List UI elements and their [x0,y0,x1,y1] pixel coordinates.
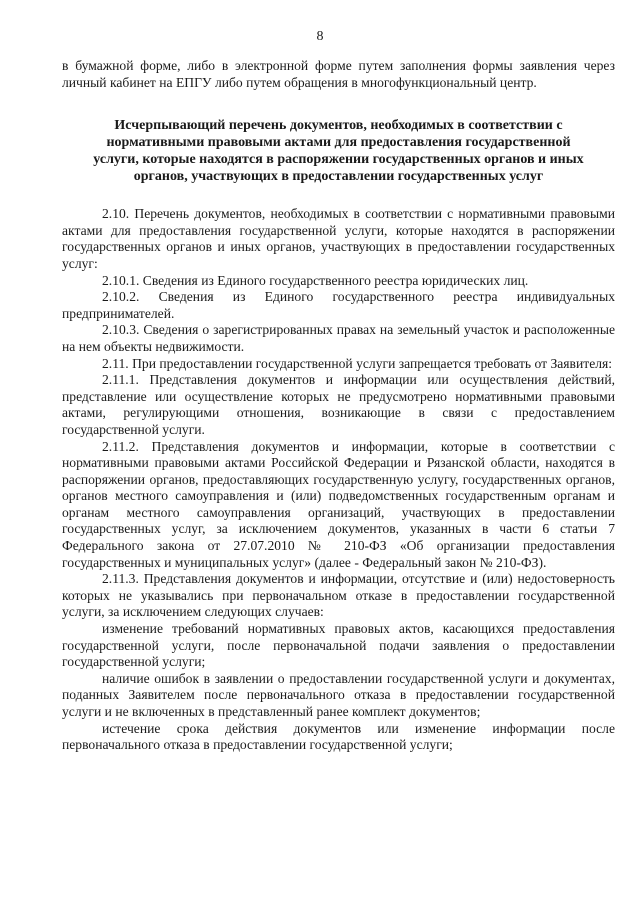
document-body [62,58,615,754]
paragraph-2-11-1: 2.11.1. Представления документов и информации или осуществления действий, представление или осуществление которых не предусмотрено нормативными правовыми актами, регулирующими отношения, возникающие в связи с предоставлением государственной услуги. [62,372,615,437]
paragraph-2-11-2: 2.11.2. Представления документов и информации, которые в соответствии с нормативными правовыми актами Российской Федерации и Рязанской области, находятся в распоряжении органов, предоставляющих государственную услугу, государственных органов, органов местного самоуправления и (или) подведомственных государственным органам и органам местного самоуправления организаций, участвующих в предоставлении государственных услуг, за исключением документов, указанных в части 6 статьи 7 Федерального закона от 27.07.2010 № 210-ФЗ «Об организации предоставления государственных и муниципальных услуг» (далее - Федеральный закон № 210-ФЗ). [62,438,615,570]
intro-paragraph: в бумажной форме, либо в электронной форме путем заполнения формы заявления через личный кабинет на ЕПГУ либо путем обращения в многофункциональный центр. [62,58,615,90]
section-heading [62,117,615,185]
paragraph-2-11: 2.11. При предоставлении государственной услуги запрещается требовать от Заявителя: [102,355,613,371]
paragraph-2-11-3: 2.11.3. Представления документов и информации, отсутствие и (или) недостоверность которых не указывались при первоначальном отказе в предоставлении государственной услуги, за исключением следующих случаев: [62,571,615,620]
paragraph-2-10: 2.10. Перечень документов, необходимых в соответствии с нормативными правовыми актами для предоставления государственной услуги, которые находятся в распоряжении государственных органов и иных органов, участвующих в предоставлении государственных услуг: [62,206,615,271]
list-item: изменение требований нормативных правовых актов, касающихся предоставления государственной услуги, после первоначальной подачи заявления о предоставлении государственной услуги; [62,621,615,670]
list-item: наличие ошибок в заявлении о предоставлении государственной услуги и документах, поданных Заявителем после первоначального отказа в предоставлении государственной услуги и не включенных в представленный ранее комплект документов; [62,670,615,719]
list-item: истечение срока действия документов или изменение информации после первоначального отказа в предоставлении государственной услуги; [62,720,615,753]
paragraph-2-10-1: 2.10.1. Сведения из Единого государственного реестра юридических лиц. [102,272,529,288]
page-number: 8 [316,29,324,44]
paragraph-2-10-2: 2.10.2. Сведения из Единого государственного реестра индивидуальных предпринимателей. [62,289,615,321]
heading-line: Исчерпывающий перечень документов, необходимых в соответствии с [114,118,563,134]
heading-line: органов, участвующих в предоставлении государственных услуг [133,169,544,185]
heading-line: нормативными правовыми актами для предоставления государственной [106,135,571,151]
paragraph-2-10-3: 2.10.3. Сведения о зарегистрированных правах на земельный участок и расположенные на нем объекты недвижимости. [62,322,615,354]
heading-line: услуги, которые находятся в распоряжении государственных органов и иных [93,152,584,168]
